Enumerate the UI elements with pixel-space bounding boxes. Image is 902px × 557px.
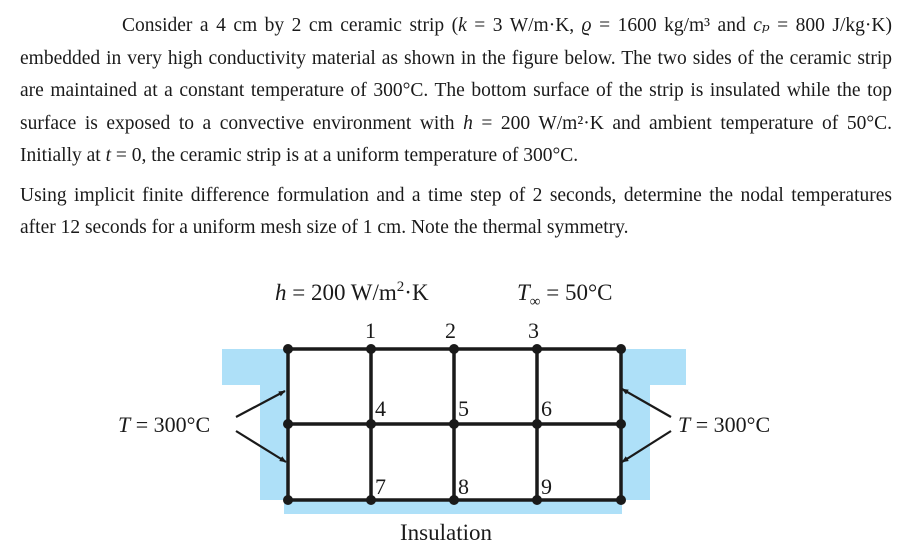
node-number-3: 3	[528, 318, 539, 343]
node-number-1: 1	[365, 318, 376, 343]
node-dot	[616, 495, 626, 505]
problem-paragraph-2: Using implicit finite difference formulation and a time step of 2 seconds, determine the nodal temperatures after 12 seconds for a uniform mesh size of 1 cm. Note the thermal symmetry.	[20, 184, 892, 238]
right-temperature-label: T = 300°C	[678, 412, 771, 437]
ambient-temperature-label: $T_\infty = 50^\circ C$	[517, 280, 613, 310]
node-number-7: 7	[375, 474, 386, 499]
left-temperature-label: T = 300°C	[118, 412, 211, 437]
problem-paragraph-1: Consider a 4 cm by 2 cm ceramic strip (k = 3 W/m·K, ϱ = 1600 kg/m³ and cₚ = 800 J/kg·K) embedded in very high conductivity material as shown in the figure below. The two sides of the ceramic strip are maintained at a constant temperature of 300°C. The bottom surface of the strip is insulated while the top surface is exposed to a convective environment with h = 200 W/m²·K and ambient temperature of 50°C. Initially at t = 0, the ceramic strip is at a uniform temperature of 300°C.	[20, 15, 893, 166]
left-conductor	[222, 349, 288, 500]
node-dot	[616, 344, 626, 354]
node-dot	[532, 344, 542, 354]
node-dot	[449, 344, 459, 354]
node-dot	[283, 419, 293, 429]
node-number-8: 8	[458, 474, 469, 499]
node-number-4: 4	[375, 396, 386, 421]
convection-label: h = 200 $W/m^2\cdot K$	[275, 279, 429, 305]
node-number-6: 6	[541, 396, 552, 421]
node-number-9: 9	[541, 474, 552, 499]
node-dot	[616, 419, 626, 429]
insulation-label: Insulation	[400, 520, 492, 545]
node-dot	[283, 495, 293, 505]
node-dot	[283, 344, 293, 354]
node-number-2: 2	[445, 318, 456, 343]
node-number-5: 5	[458, 396, 469, 421]
right-conductor	[621, 349, 686, 500]
node-dot	[366, 344, 376, 354]
